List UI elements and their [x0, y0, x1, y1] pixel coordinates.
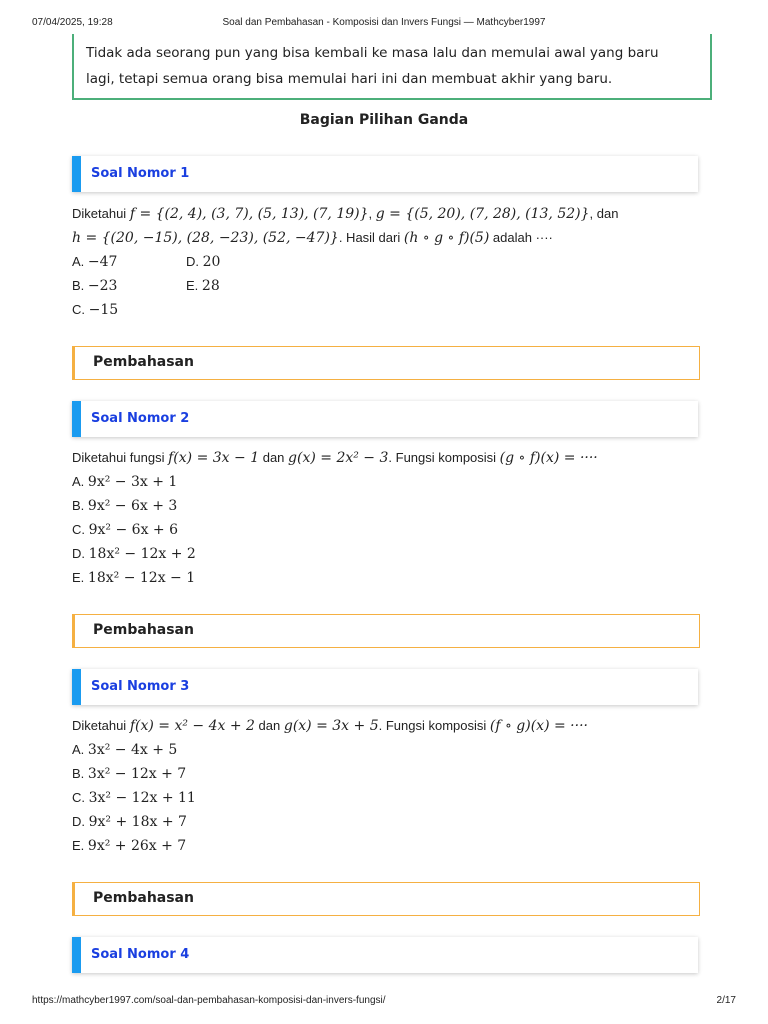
math-expression: (g ∘ f)(x) = ····: [499, 450, 598, 466]
soal-accent-bar: [72, 156, 81, 192]
print-page-number: 2/17: [716, 995, 736, 1006]
soal-accent-bar: [72, 669, 81, 705]
option-e: E. 18x² − 12x − 1: [72, 570, 196, 586]
math-expression: (h ∘ g ∘ f)(5): [403, 230, 490, 246]
option-d: D. 20: [186, 254, 221, 270]
soal-header-2: [72, 401, 698, 437]
math-f-def: f(x) = x² − 4x + 2: [129, 718, 255, 734]
math-g-set: g = {(5, 20), (7, 28), (13, 52)}: [375, 206, 590, 222]
soal-1-line-2: h = {(20, −15), (28, −23), (52, −47)}. Hasil dari (h ∘ g ∘ f)(5) adalah ····: [72, 230, 553, 246]
soal-1-question: [72, 202, 702, 250]
section-title: Bagian Pilihan Ganda: [299, 112, 469, 128]
math-g-def: g(x) = 3x + 5: [283, 718, 379, 734]
pembahasan-toggle-1[interactable]: [72, 346, 700, 380]
option-b: B. −23: [72, 278, 118, 294]
soal-accent-bar: [72, 937, 81, 973]
soal-title: Soal Nomor 3: [91, 679, 190, 694]
pembahasan-label: Pembahasan: [93, 354, 194, 370]
quote-line-2: lagi, tetapi semua orang bisa memulai hari ini dan membuat akhir yang baru.: [86, 71, 613, 87]
math-g-def: g(x) = 2x² − 3: [288, 450, 389, 466]
math-h-set: h = {(20, −15), (28, −23), (52, −47)}: [72, 230, 339, 246]
print-datetime: 07/04/2025, 19:28: [32, 17, 113, 28]
print-page-title: Soal dan Pembahasan - Komposisi dan Invers Fungsi — Mathcyber1997: [222, 17, 546, 28]
option-c: C. −15: [72, 302, 119, 318]
option-e: E. 28: [186, 278, 220, 294]
soal-header-3: [72, 669, 698, 705]
pembahasan-toggle-2[interactable]: [72, 614, 700, 648]
math-f-def: f(x) = 3x − 1: [168, 450, 260, 466]
soal-3-question: Diketahui f(x) = x² − 4x + 2 dan g(x) = 3x + 5. Fungsi komposisi (f ∘ g)(x) = ····: [72, 718, 588, 734]
option-d: D. 9x² + 18x + 7: [72, 814, 187, 830]
option-a: A. −47: [72, 254, 118, 270]
soal-2-question: Diketahui fungsi f(x) = 3x − 1 dan g(x) = 2x² − 3. Fungsi komposisi (g ∘ f)(x) = ····: [72, 450, 598, 466]
option-e: E. 9x² + 26x + 7: [72, 838, 187, 854]
soal-accent-bar: [72, 401, 81, 437]
option-b: B. 3x² − 12x + 7: [72, 766, 187, 782]
soal-header-1: [72, 156, 698, 192]
pembahasan-label: Pembahasan: [93, 622, 194, 638]
print-url[interactable]: https://mathcyber1997.com/soal-dan-pembahasan-komposisi-dan-invers-fungsi/: [32, 995, 386, 1006]
math-f-set: f = {(2, 4), (3, 7), (5, 13), (7, 19)}: [129, 206, 369, 222]
pembahasan-label: Pembahasan: [93, 890, 194, 906]
quote-box: [72, 34, 712, 100]
soal-1-line-1: Diketahui f = {(2, 4), (3, 7), (5, 13), (7, 19)}, g = {(5, 20), (7, 28), (13, 52)}, dan: [72, 206, 619, 222]
math-expression: (f ∘ g)(x) = ····: [489, 718, 588, 734]
soal-title: Soal Nomor 4: [91, 947, 190, 962]
soal-title: Soal Nomor 1: [91, 166, 190, 181]
option-a: A. 9x² − 3x + 1: [72, 474, 178, 490]
quote-line-1: Tidak ada seorang pun yang bisa kembali ke masa lalu dan memulai awal yang baru: [86, 45, 659, 61]
option-d: D. 18x² − 12x + 2: [72, 546, 196, 562]
soal-title: Soal Nomor 2: [91, 411, 190, 426]
option-b: B. 9x² − 6x + 3: [72, 498, 178, 514]
option-c: C. 9x² − 6x + 6: [72, 522, 179, 538]
soal-header-4: [72, 937, 698, 973]
option-a: A. 3x² − 4x + 5: [72, 742, 178, 758]
pembahasan-toggle-3[interactable]: [72, 882, 700, 916]
option-c: C. 3x² − 12x + 11: [72, 790, 196, 806]
